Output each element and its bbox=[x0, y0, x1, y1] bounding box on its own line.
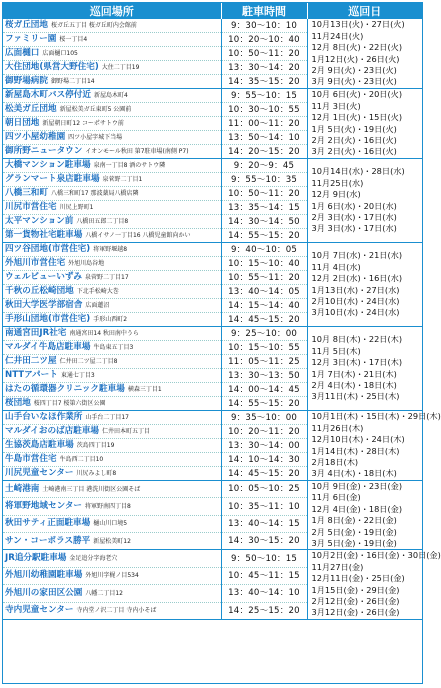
place-cell bbox=[3, 117, 221, 131]
place-name: 御所野ニュータウン bbox=[5, 146, 83, 156]
place-name: 将軍野地域センター bbox=[5, 501, 83, 512]
visit-dates bbox=[307, 550, 441, 619]
place-cell bbox=[3, 453, 221, 467]
place-name: サン・コーポラス勝平 bbox=[5, 535, 91, 546]
parking-time: 11：00～11：20 bbox=[221, 117, 307, 131]
visit-dates bbox=[307, 89, 422, 159]
place-address: 手形山西町2 bbox=[93, 316, 128, 323]
place-address: 八橋三和町17 那波薬局八橋店隣 bbox=[50, 190, 139, 197]
schedule-body bbox=[3, 19, 441, 619]
visit-date-line: 3月 5日(金)・19日(金) bbox=[311, 538, 397, 549]
place-cell bbox=[3, 383, 221, 397]
place-address: 桜ガ丘五丁目 桜ガ丘町内会館前 bbox=[50, 22, 137, 29]
visit-date-line: 11月 5日(木) bbox=[311, 345, 361, 356]
visit-dates bbox=[307, 481, 422, 550]
place-name: 八橋三和町 bbox=[5, 188, 48, 198]
table-row bbox=[3, 327, 422, 341]
place-name: 牛島市営住宅 bbox=[5, 454, 57, 464]
parking-time: 10：05～10：25 bbox=[221, 481, 307, 498]
table-row bbox=[3, 481, 422, 498]
place-address: 泉南一丁目8 酒のサトウ隣 bbox=[93, 162, 166, 169]
visit-date-line: 11月27日(金) bbox=[311, 561, 364, 572]
place-cell bbox=[3, 61, 221, 75]
place-name: 外旭川の家田区公園 bbox=[5, 587, 83, 598]
place-cell bbox=[3, 159, 221, 173]
visit-date-line: 11月 6日(金) bbox=[311, 492, 361, 503]
place-cell bbox=[3, 89, 221, 103]
parking-time: 10：30～10：55 bbox=[221, 103, 307, 117]
place-name: NTTアパート bbox=[5, 370, 58, 380]
place-address: イオンモール秋田 第7駐車場(南側 P7) bbox=[85, 148, 189, 155]
place-cell bbox=[3, 215, 221, 229]
place-address: 桜一丁目4 bbox=[59, 36, 88, 43]
place-name: 大住団地(県営大野住宅) bbox=[5, 62, 99, 72]
place-address: 東通七丁目3 bbox=[60, 372, 95, 379]
parking-time: 10：20～11：20 bbox=[221, 425, 307, 439]
place-cell bbox=[3, 550, 221, 567]
visit-date-line: 2月 4日(木)・18日(木) bbox=[311, 379, 397, 390]
visit-date-line: 10月1日(木)・15日(木)・29日(木) bbox=[311, 411, 441, 422]
visit-date-line: 1月 7日(木)・21日(木) bbox=[311, 368, 397, 379]
place-address: 広面樋口105 bbox=[42, 50, 78, 57]
place-address: 山手台二丁目17 bbox=[85, 414, 129, 421]
place-name: 桜ガ丘団地 bbox=[5, 20, 48, 30]
visit-date-line: 10月 6日(火)・20日(火) bbox=[311, 89, 403, 100]
parking-time: 14：45～15：20 bbox=[221, 313, 307, 327]
parking-time: 10：45～11：15 bbox=[221, 567, 307, 584]
place-address: 将軍野南四丁目8 bbox=[85, 503, 131, 511]
place-name: 山手台いなほ作業所 bbox=[5, 412, 83, 422]
parking-time: 9：35～10：00 bbox=[221, 411, 307, 425]
place-name: はたの循環器クリニック駐車場 bbox=[5, 384, 125, 394]
visit-date-line: 12月 3日(木)・17日(木) bbox=[311, 357, 403, 368]
place-address: 広面蓮沼 bbox=[85, 302, 110, 309]
place-address: 八橋田五郎二丁目8 bbox=[76, 218, 129, 225]
place-address: 牛島西二丁目10 bbox=[59, 456, 104, 463]
place-address: 樋山川口境5 bbox=[93, 520, 128, 528]
place-name: 新屋島木町バス停付近 bbox=[5, 90, 91, 100]
parking-time: 10：15～10：55 bbox=[221, 341, 307, 355]
visit-date-line: 3月 3日(水)・17日(水) bbox=[311, 223, 397, 234]
place-cell bbox=[3, 411, 221, 425]
place-cell bbox=[3, 602, 221, 619]
parking-time: 11：05～11：25 bbox=[221, 355, 307, 369]
visit-date-line: 12月 2日(水)・16日(水) bbox=[311, 273, 403, 284]
place-cell bbox=[3, 75, 221, 89]
visit-date-line: 1月13日(水)・27日(水) bbox=[311, 284, 400, 295]
place-address: 横森三丁目1 bbox=[127, 386, 162, 393]
place-name: 川尻児童センター bbox=[5, 468, 74, 478]
visit-date-line: 2月12日(金)・26日(金) bbox=[311, 596, 400, 607]
place-name: 寺内児童センター bbox=[5, 605, 74, 616]
header-dates: 巡回日 bbox=[307, 3, 422, 19]
place-cell bbox=[3, 533, 221, 550]
parking-time: 9：55～10：15 bbox=[221, 89, 307, 103]
visit-date-line: 1月15日(金)・29日(金) bbox=[311, 584, 400, 595]
place-cell bbox=[3, 585, 221, 602]
place-cell bbox=[3, 467, 221, 481]
place-address: 川尻みよし町8 bbox=[76, 470, 117, 477]
place-address: 新屋朝日町12 コーポサトウ前 bbox=[42, 120, 124, 127]
place-address: 茨島四丁目19 bbox=[76, 442, 115, 449]
place-cell bbox=[3, 355, 221, 369]
parking-time: 9：25～10：00 bbox=[221, 327, 307, 341]
place-address: 川尻上野町1 bbox=[59, 204, 94, 211]
parking-time: 9：50～10：15 bbox=[221, 550, 307, 567]
place-address: 泉菅野二丁目17 bbox=[85, 274, 129, 281]
visit-date-line: 2月 2日(火)・16日(火) bbox=[311, 134, 397, 145]
schedule-table bbox=[3, 3, 441, 620]
place-cell bbox=[3, 257, 221, 271]
parking-time: 14：00～14：45 bbox=[221, 383, 307, 397]
visit-date-line: 10月 8日(木)・22日(木) bbox=[311, 334, 403, 345]
parking-time: 10：55～11：20 bbox=[221, 271, 307, 285]
place-name: マルダイおのば店駐車場 bbox=[5, 426, 100, 436]
place-cell bbox=[3, 201, 221, 215]
place-cell bbox=[3, 439, 221, 453]
parking-time: 10：20～10：40 bbox=[221, 33, 307, 47]
visit-date-line: 1月14日(木)・28日(木) bbox=[311, 445, 400, 456]
parking-time: 14：25～15：20 bbox=[221, 602, 307, 619]
place-cell bbox=[3, 33, 221, 47]
parking-time: 10：35～11：10 bbox=[221, 498, 307, 515]
parking-time: 14：30～15：20 bbox=[221, 533, 307, 550]
parking-time: 10：50～11：20 bbox=[221, 47, 307, 61]
place-address: 寺内堂ノ沢二丁目 寺内小そば bbox=[76, 607, 157, 615]
parking-time: 9：30～10：10 bbox=[221, 19, 307, 33]
place-name: 太平マンション前 bbox=[5, 216, 74, 226]
place-address: 仁井田本町五丁目 bbox=[102, 428, 151, 435]
parking-time: 13：35～14：15 bbox=[221, 201, 307, 215]
place-cell bbox=[3, 285, 221, 299]
place-name: 外旭川幼稚園駐車場 bbox=[5, 570, 83, 581]
place-name: 南通宮田JR社宅 bbox=[5, 328, 67, 338]
visit-dates bbox=[307, 243, 422, 327]
parking-time: 14：45～15：20 bbox=[221, 467, 307, 481]
parking-time: 14：15～14：40 bbox=[221, 299, 307, 313]
place-name: JR追分駅駐車場 bbox=[5, 553, 67, 564]
place-name: ウェルビューいずみ bbox=[5, 272, 83, 282]
place-cell bbox=[3, 313, 221, 327]
schedule-table-frame bbox=[2, 2, 441, 684]
place-address: 御野場二丁目14 bbox=[50, 78, 95, 85]
place-name: 秋田大学医学部宿舎 bbox=[5, 300, 83, 310]
header-row bbox=[3, 3, 422, 19]
header-place: 巡回場所 bbox=[3, 3, 221, 19]
visit-date-line: 2月 9日(火)・23日(火) bbox=[311, 64, 397, 75]
place-cell bbox=[3, 173, 221, 187]
place-address: 四ツ小屋字城下当場 bbox=[68, 134, 123, 141]
place-address: 将軍野堰越8 bbox=[93, 246, 128, 253]
visit-date-line: 10月13日(火)・27日(火) bbox=[311, 19, 405, 30]
parking-time: 9：20～9：45 bbox=[221, 159, 307, 173]
visit-date-line: 1月 8日(金)・22日(金) bbox=[311, 515, 397, 526]
visit-date-line: 12月 8日(火)・22日(火) bbox=[311, 42, 403, 53]
parking-time: 10：15～10：40 bbox=[221, 257, 307, 271]
visit-date-line: 2月 5日(金)・19日(金) bbox=[311, 526, 397, 537]
parking-time: 13：30～13：50 bbox=[221, 369, 307, 383]
place-address: 新屋松美ガ丘東町5 公園前 bbox=[59, 106, 132, 113]
place-name: ファミリー園 bbox=[5, 34, 57, 44]
place-cell bbox=[3, 103, 221, 117]
parking-time: 13：30～14：20 bbox=[221, 61, 307, 75]
visit-date-line: 3月 9日(火)・23日(火) bbox=[311, 76, 397, 87]
visit-date-line: 10月2日(金)・16日(金)・30日(金) bbox=[311, 550, 441, 561]
visit-dates bbox=[307, 327, 422, 411]
visit-date-line: 1月12日(火)・26日(火) bbox=[311, 53, 400, 64]
place-address: 牛島東五丁目3 bbox=[93, 344, 134, 351]
parking-time: 14：55～15：20 bbox=[221, 229, 307, 243]
place-address: 八橋イサノ一丁目16 八橋児童館向かい bbox=[85, 232, 191, 239]
visit-date-line: 12月 4日(金)・18日(金) bbox=[311, 503, 403, 514]
place-cell bbox=[3, 19, 221, 33]
place-name: 広面樋口 bbox=[5, 48, 40, 58]
place-cell bbox=[3, 187, 221, 201]
visit-date-line: 12月10日(木)・24日(木) bbox=[311, 434, 405, 445]
place-name: 第一貨物社宅駐車場 bbox=[5, 230, 83, 240]
place-name: 秋田サティ正面駐車場 bbox=[5, 518, 91, 529]
place-name: 松美ガ丘団地 bbox=[5, 104, 57, 114]
place-cell bbox=[3, 498, 221, 515]
place-address: 大住二丁目19 bbox=[101, 64, 140, 71]
parking-time: 13：40～14：10 bbox=[221, 585, 307, 602]
table-row bbox=[3, 159, 422, 173]
parking-time: 13：50～14：10 bbox=[221, 131, 307, 145]
place-name: 御野場病院 bbox=[5, 76, 48, 86]
parking-time: 14：35～15：20 bbox=[221, 75, 307, 89]
place-name: 土崎港南 bbox=[5, 483, 40, 494]
place-name: 手形山団地(市営住宅) bbox=[5, 314, 91, 324]
visit-date-line: 10月 7日(水)・21日(水) bbox=[311, 250, 403, 261]
place-address: 新屋島木町4 bbox=[93, 92, 128, 99]
place-address: 泉菅野二丁目1 bbox=[102, 176, 143, 183]
place-cell bbox=[3, 481, 221, 498]
parking-time: 14：20～15：20 bbox=[221, 145, 307, 159]
place-cell bbox=[3, 145, 221, 159]
parking-time: 9：40～10：05 bbox=[221, 243, 307, 257]
place-address: 外旭川字梶ノ目534 bbox=[85, 572, 139, 580]
place-address: 仁井田二ツ屋二丁目8 bbox=[59, 358, 118, 365]
place-cell bbox=[3, 369, 221, 383]
visit-date-line: 10月 9日(金)・23日(金) bbox=[311, 481, 403, 491]
visit-date-line: 3月 4日(木)・18日(木) bbox=[311, 468, 397, 479]
visit-date-line: 12月 1日(火)・15日(火) bbox=[311, 112, 403, 123]
place-cell bbox=[3, 299, 221, 313]
header-time: 駐車時間 bbox=[221, 3, 307, 19]
visit-date-line: 11月25日(水) bbox=[311, 177, 364, 188]
place-address: 八幡二丁目12 bbox=[85, 589, 123, 597]
place-name: 四ツ小屋幼稚園 bbox=[5, 132, 66, 142]
visit-date-line: 12月11日(金)・25日(金) bbox=[311, 573, 405, 584]
visit-date-line: 2月 3日(水)・17日(水) bbox=[311, 211, 397, 222]
place-cell bbox=[3, 425, 221, 439]
place-address: 金足追分字海老穴 bbox=[69, 555, 118, 563]
parking-time: 13：40～14：05 bbox=[221, 285, 307, 299]
parking-time: 13：40～14：15 bbox=[221, 515, 307, 532]
place-name: 四ツ谷団地(市営住宅) bbox=[5, 244, 91, 254]
visit-date-line: 3月10日(水)・24日(水) bbox=[311, 307, 400, 318]
visit-date-line: 11月 3日(火) bbox=[311, 100, 361, 111]
place-name: 大橋マンション駐車場 bbox=[5, 160, 91, 170]
visit-date-line: 3月12日(金)・26日(金) bbox=[311, 607, 400, 618]
place-name: グランマート泉店駐車場 bbox=[5, 174, 100, 184]
place-cell bbox=[3, 341, 221, 355]
table-row bbox=[3, 550, 422, 567]
place-address: 桜四丁目7 桜第六街区公園 bbox=[33, 400, 106, 407]
parking-time: 9：55～10：35 bbox=[221, 173, 307, 187]
place-address: 新屋松美町12 bbox=[93, 537, 131, 545]
parking-time: 14：55～15：20 bbox=[221, 397, 307, 411]
table-row bbox=[3, 243, 422, 257]
visit-date-line: 1月 5日(火)・19日(火) bbox=[311, 123, 397, 134]
place-address: 下北手松崎大巻 bbox=[76, 288, 119, 295]
parking-time: 13：30～14：00 bbox=[221, 439, 307, 453]
visit-date-line: 1月 6日(水)・20日(水) bbox=[311, 200, 397, 211]
place-cell bbox=[3, 327, 221, 341]
visit-dates bbox=[307, 411, 441, 481]
place-cell bbox=[3, 131, 221, 145]
place-cell bbox=[3, 515, 221, 532]
place-address: 南通宮田14 秋田南中うら bbox=[69, 330, 139, 337]
visit-date-line: 11月24日(火) bbox=[311, 30, 364, 41]
visit-date-line: 3月11日(木)・25日(木) bbox=[311, 391, 400, 402]
place-name: マルダイ牛島店駐車場 bbox=[5, 342, 91, 352]
visit-date-line: 2月10日(水)・24日(水) bbox=[311, 295, 400, 306]
place-cell bbox=[3, 271, 221, 285]
parking-time: 10：50～11：20 bbox=[221, 187, 307, 201]
parking-time: 14：10～14：30 bbox=[221, 453, 307, 467]
visit-dates bbox=[307, 159, 422, 243]
place-cell bbox=[3, 47, 221, 61]
place-name: 桜団地 bbox=[5, 398, 31, 408]
place-address: 外旭川島谷地 bbox=[68, 260, 105, 267]
visit-date-line: 3月 2日(火)・16日(火) bbox=[311, 146, 397, 157]
place-name: 外旭川市営住宅 bbox=[5, 258, 66, 268]
visit-date-line: 12月 9日(水) bbox=[311, 189, 361, 200]
place-name: 川尻市営住宅 bbox=[5, 202, 57, 212]
parking-time: 14：30～14：50 bbox=[221, 215, 307, 229]
visit-dates bbox=[307, 19, 422, 89]
table-row bbox=[3, 411, 422, 425]
place-cell bbox=[3, 397, 221, 411]
place-cell bbox=[3, 243, 221, 257]
visit-date-line: 11月26日(木) bbox=[311, 422, 364, 433]
place-name: 生協茨島店駐車場 bbox=[5, 440, 74, 450]
visit-date-line: 10月14日(水)・28日(水) bbox=[311, 166, 405, 177]
place-cell bbox=[3, 229, 221, 243]
place-name: 朝日団地 bbox=[5, 118, 40, 128]
place-name: 仁井田二ツ屋 bbox=[5, 356, 57, 366]
visit-date-line: 11月 4日(水) bbox=[311, 261, 361, 272]
table-row bbox=[3, 89, 422, 103]
visit-date-line: 2月18日(木) bbox=[311, 456, 359, 467]
table-row bbox=[3, 19, 422, 33]
place-address: 土崎港南三丁目 港洗川街区公園そば bbox=[42, 485, 141, 493]
place-name: 千秋の丘松崎団地 bbox=[5, 286, 74, 296]
place-cell bbox=[3, 567, 221, 584]
